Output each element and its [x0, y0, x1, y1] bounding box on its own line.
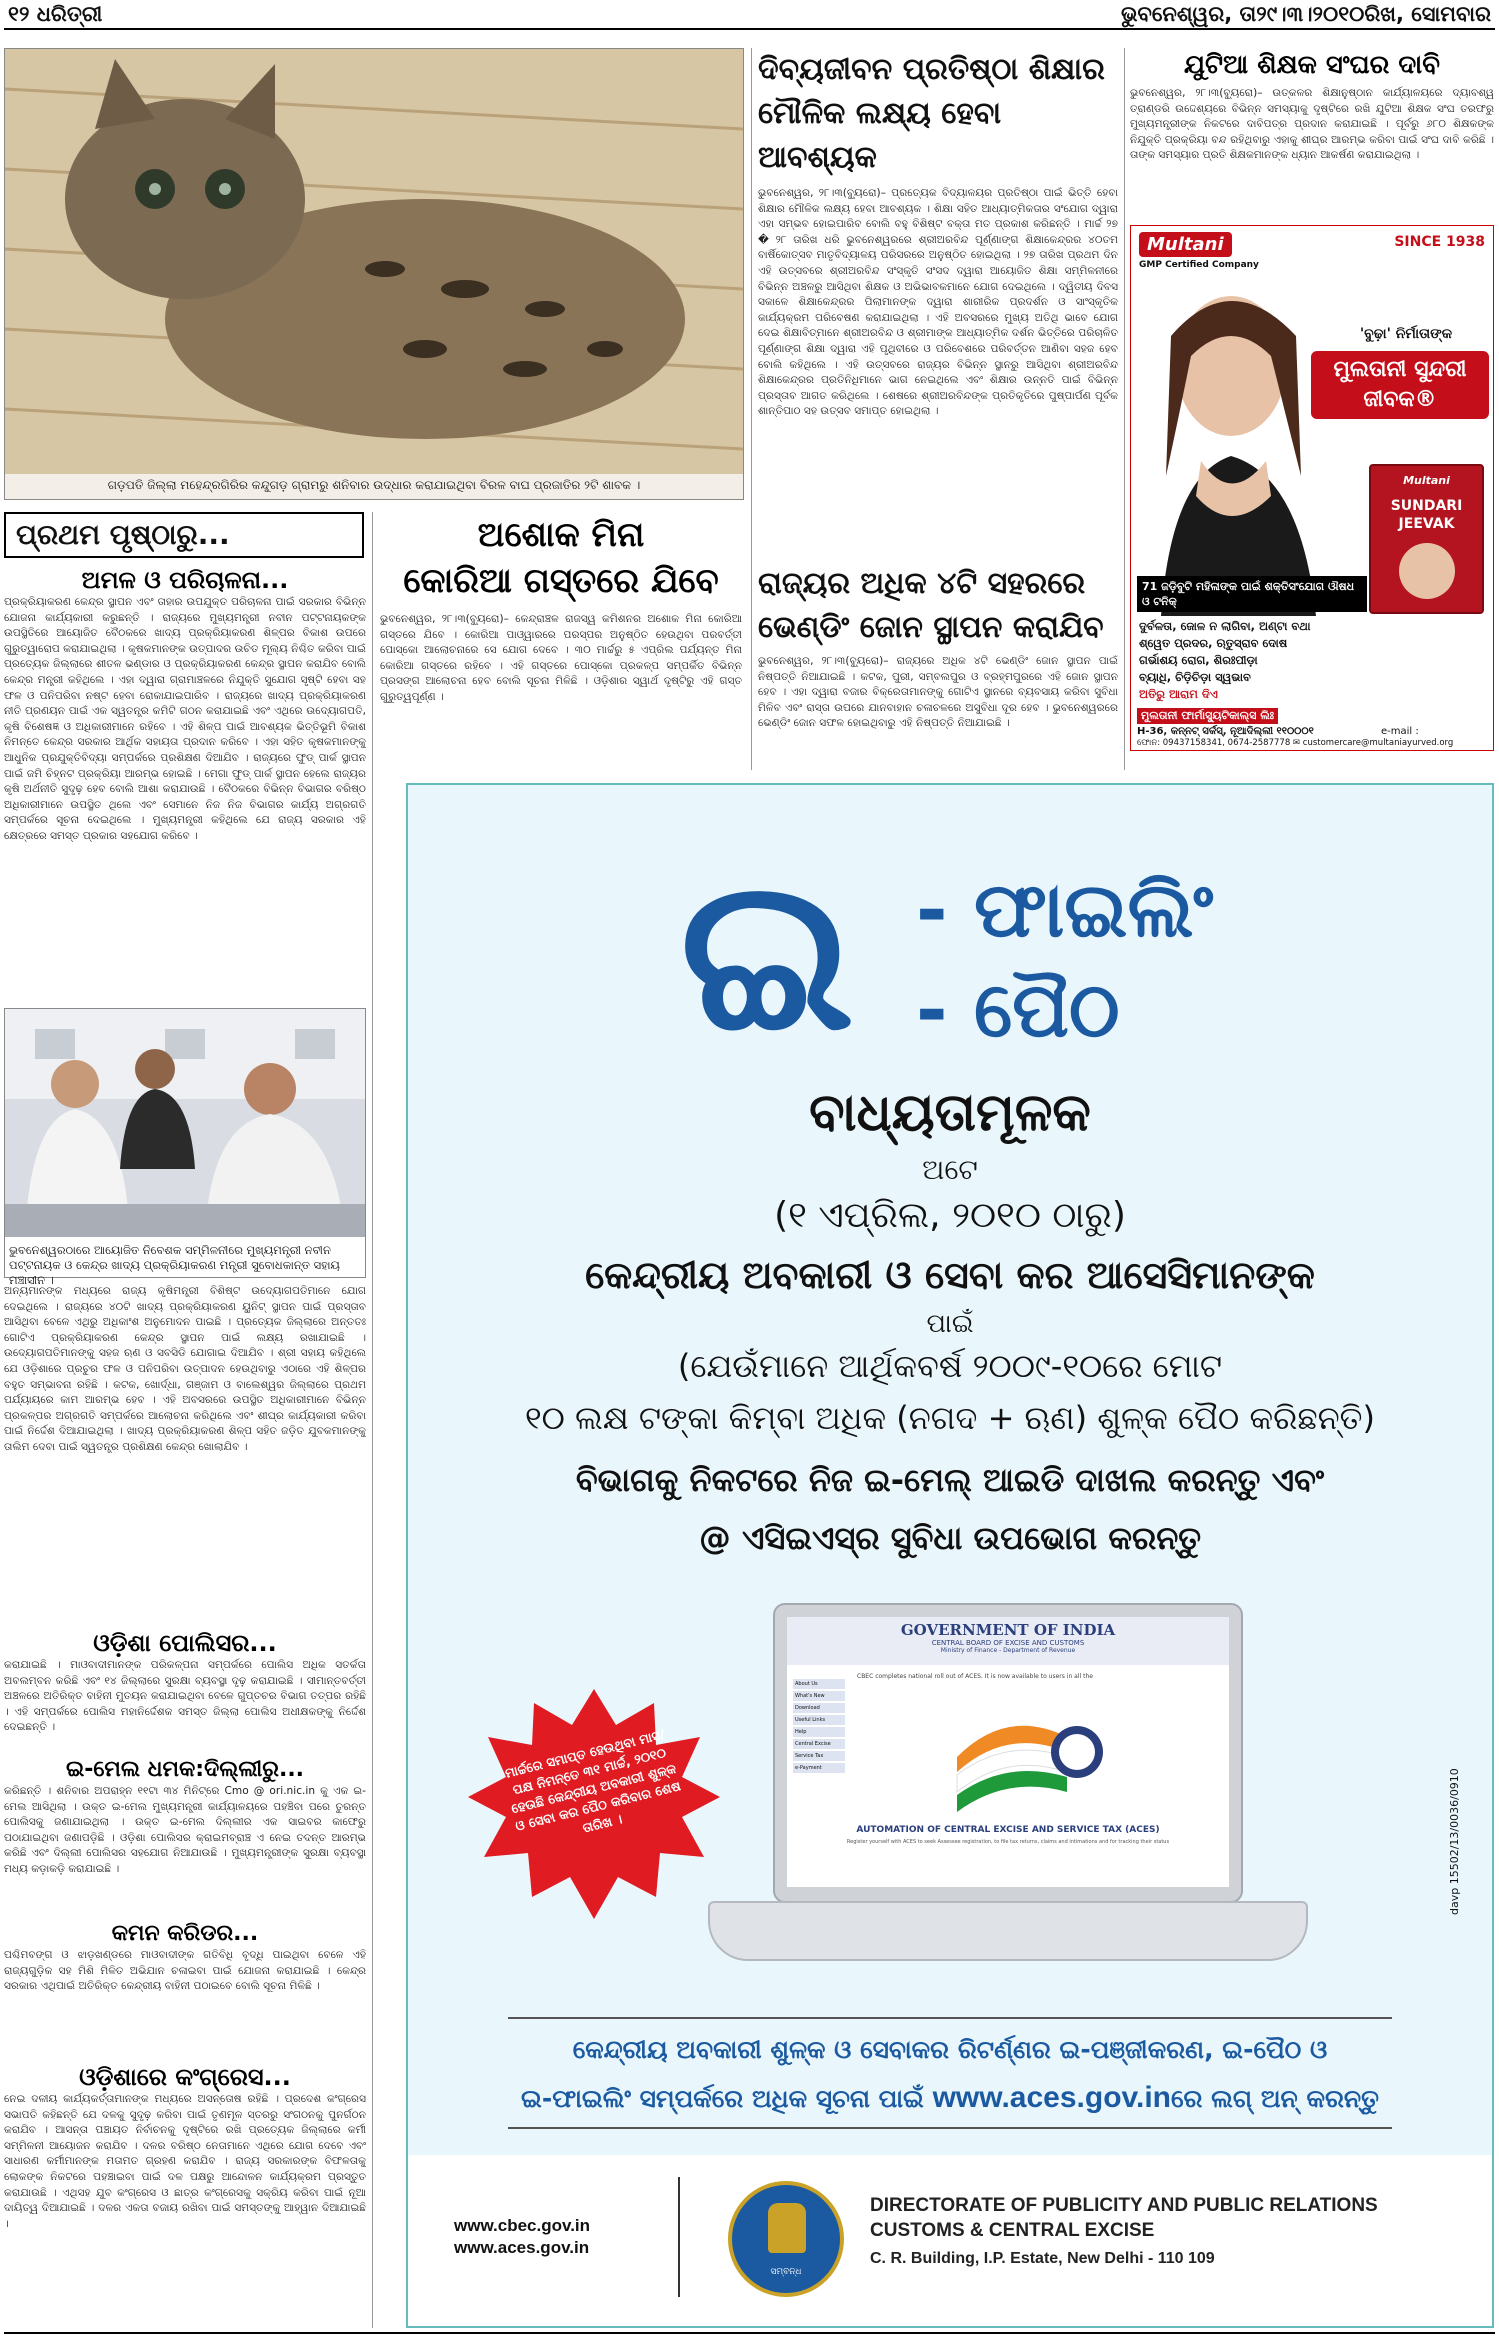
- screen-flag-emblem: [947, 1697, 1127, 1817]
- aces-epayment: - ପୈଠ: [916, 965, 1120, 1054]
- laptop-screen: [787, 1617, 1229, 1887]
- directorate-block: [870, 2193, 1378, 2275]
- meeting-photo-caption: ଭୁବନେଶ୍ୱରଠାରେ ଆୟୋଜିତ ନିବେଶକ ସମ୍ମିଳନୀରେ ମୁଖ୍ୟମନ୍ତ୍ରୀ ନବୀନ ପଟ୍ଟନାୟକ ଓ କେନ୍ଦ୍ର ଖାଦ୍ୟ ପ୍ରକ୍ରିୟାକରଣ ମନ୍ତ୍ରୀ ସୁବୋଧକାନ୍ତ ସହାୟ ମଞ୍ଚାସୀନ ।: [9, 1243, 340, 1287]
- article-ashok-title-2: କୋରିଆ ଗସ୍ତରେ ଯିବେ: [403, 561, 719, 601]
- multani-benefits: [1139, 618, 1310, 703]
- screen-menu-item[interactable]: Service Tax: [793, 1751, 845, 1761]
- emblem-lion-shape: [768, 2203, 806, 2253]
- multani-product-name: [1311, 351, 1489, 419]
- aces-cta-1: ବିଭାଗକୁ ନିକଟରେ ନିଜ ଇ-ମେଲ୍ ଆଇଡି ଦାଖଲ କରନ୍ତୁ ଏବଂ: [575, 1461, 1325, 1499]
- article-vending-title-1: ରାଜ୍ୟର ଅଧିକ ୪ଟି ସହରରେ: [758, 566, 1086, 601]
- aces-url[interactable]: www.aces.gov.in: [932, 2081, 1171, 2114]
- directorate-line-1: DIRECTORATE OF PUBLICITY AND PUBLIC RELATIONS: [870, 2195, 1378, 2216]
- column-divider: [751, 48, 752, 770]
- aces-cta-2: @ ଏସିଇଏସ୍‌ର ସୁବିଧା ଉପଭୋଗ କରନ୍ତୁ: [698, 1519, 1202, 1557]
- aces-info-rule: [508, 2017, 1392, 2019]
- section-email-threat: [4, 1756, 366, 1940]
- aces-ate: ଅଟେ: [922, 1153, 978, 1186]
- section-email-body: କରିଛନ୍ତି । ଶନିବାର ଅପରାହ୍ନ ୧୧ଟା ୩୪ ମିନିଟ୍‌ରେ Cmo @ ori.nic.in କୁ ଏକ ଇ-ମେଲ ଆସିଥିଲା । ଉକ୍ତ ଇ-ମେଲ ମୁଖ୍ୟମନ୍ତ୍ରୀ କାର୍ଯ୍ୟାଳୟରେ ପହଞ୍ଚିବା ପରେ ତୁରନ୍ତ ପୋଲିସକୁ ଜଣାଯାଇଥିଲା । ଉକ୍ତ ଇ-ମେଲ ଦିଲ୍ଲୀର ଏକ ସାଇବର କାଫେରୁ ପଠାଯାଇଥିବା ଜଣାପଡ଼ିଛି । ଓଡ଼ିଶା ପୋଲିସର କ୍ରାଇମବ୍ରାଞ୍ଚ ଏ ନେଇ ତଦନ୍ତ ଆରମ୍ଭ କରିଛି ଏବଂ ଦିଲ୍ଲୀ ପୋଲିସର ସହଯୋଗ ନିଆଯାଉଛି । ମୁଖ୍ୟମନ୍ତ୍ରୀଙ୍କ ସୁରକ୍ଷା ବ୍ୟବସ୍ଥା ମଧ୍ୟ କଡ଼ାକଡ଼ି କରାଯାଇଛି ।: [4, 1785, 366, 1875]
- section-corridor-title: କମନ କରିଡର...: [111, 1921, 259, 1946]
- article-education-body: ଭୁବନେଶ୍ୱର, ୨୮।୩(ବ୍ୟୁରୋ)– ପ୍ରତ୍ୟେକ ବିଦ୍ୟାଳୟର ପ୍ରତିଷ୍ଠା ପାଇଁ ଭିତ୍ତି ହେବା ଶିକ୍ଷାର ମୌଳିକ ଲକ୍ଷ୍ୟ ହେବା ଆବଶ୍ୟକ । ଶିକ୍ଷା ସହିତ ଆଧ୍ୟାତ୍ମିକତାର ସଂଯୋଗ ଦ୍ୱାରା ଏହା ସମ୍ଭବ ହୋଇପାରିବ ବୋଲି ବହୁ ବିଶିଷ୍ଟ ବକ୍ତା ମତ ପ୍ରକାଶ କରିଛନ୍ତି । ମାର୍ଚ୍ଚ ୨୭ � ୨୮ ତାରିଖ ଧରି ଭୁବନେଶ୍ୱରରେ ଶ୍ରୀଅରବିନ୍ଦ ପୂର୍ଣ୍ଣାଙ୍ଗ ଶିକ୍ଷାକେନ୍ଦ୍ରର ୪୦ତମ ବାର୍ଷିକୋତ୍ସବ ମାତୃବିଦ୍ୟାଳୟ ପରିସରରେ ଅନୁଷ୍ଠିତ ହୋଇଥିଲା । ୨୭ ତାରିଖ ପ୍ରଥମ ଦିନ ଏହି ଉତ୍ସବରେ ଶ୍ରୀଅରବିନ୍ଦ ସଂସ୍କୃତି ସଂସଦ ଦ୍ୱାରା ଆୟୋଜିତ ଶିକ୍ଷା ସମ୍ମିଳନୀରେ ବିଭିନ୍ନ ଅଞ୍ଚଳରୁ ଆସିଥିବା ଶିକ୍ଷକ ଓ ଅଭିଭାବକମାନେ ଯୋଗ ଦେଇଥିଲେ । ଦ୍ୱିତୀୟ ଦିବସ ସକାଳେ ଶିକ୍ଷାକେନ୍ଦ୍ରର ପିଲାମାନଙ୍କ ଦ୍ୱାରା ଶାରୀରିକ ପ୍ରଦର୍ଶନ ଓ ସାଂସ୍କୃତିକ କାର୍ଯ୍ୟକ୍ରମ ପରିବେଷଣ କରାଯାଇଥିଲା । ଏହି ଅବସରରେ ମୁଖ୍ୟ ଅତିଥି ଭାବେ ଯୋଗ ଦେଇ ଶିକ୍ଷାବିତ୍ମାନେ ଶ୍ରୀଅରବିନ୍ଦ ଓ ଶ୍ରୀମାଙ୍କ ଆଧ୍ୟାତ୍ମିକ ଦର୍ଶନ ଭିତ୍ତିରେ ପରିଚାଳିତ ପୂର୍ଣ୍ଣାଙ୍ଗ ଶିକ୍ଷା ଦ୍ୱାରା ଏହି ପୃଥିବୀରେ ଓ ପରିବେଶରେ ପରିବର୍ତ୍ତନ ଆଣିବା ସହଜ ହେବ ବୋଲି କହିଥିଲେ । ଏହି ଉତ୍ସବରେ ରାଜ୍ୟର ବିଭିନ୍ନ ସ୍ଥାନରୁ ଆସିଥିବା ଶ୍ରୀଅରବିନ୍ଦ ଶିକ୍ଷାକେନ୍ଦ୍ରର ପ୍ରତିନିଧିମାନେ ଭାଗ ନେଇଥିଲେ ଏବଂ ଶିକ୍ଷାର ଉନ୍ନତି ପାଇଁ ବିଭିନ୍ନ ପ୍ରସ୍ତାବ ଆଗତ କରିଥିଲେ । ଶେଷରେ ଶ୍ରୀଅରବିନ୍ଦଙ୍କ ପ୍ରତିକୃତିରେ ପୁଷ୍ପାର୍ପଣ ପୂର୍ବକ ଶାନ୍ତିପାଠ ସହ ଉତ୍ସବ ସମାପ୍ତ ହୋଇଥିଲା ।: [758, 187, 1118, 418]
- aces-footer: [408, 2157, 1492, 2325]
- section-police: [4, 1628, 366, 1752]
- article-vending-title-2: ଭେଣ୍ଡିଂ ଜୋନ ସ୍ଥାପନ କରାଯିବ: [758, 610, 1104, 645]
- article-education-title: ଦିବ୍ୟଜୀବନ ପ୍ରତିଷ୍ଠା ଶିକ୍ଷାର ମୌଳିକ ଲକ୍ଷ୍ୟ ହେବା ଆବଶ୍ୟକ: [758, 52, 1105, 175]
- multani-gmp: GMP Certified Company: [1139, 260, 1259, 270]
- article-vending-zone: [758, 562, 1118, 776]
- screen-header: [787, 1617, 1229, 1665]
- screen-menu: [793, 1677, 845, 1775]
- product-box: [1369, 464, 1484, 614]
- aces-info-1: କେନ୍ଦ୍ରୀୟ ଅବକାରୀ ଶୁଳ୍କ ଓ ସେବାକର ରିଟର୍ଣ୍ଣର ଇ-ପଞ୍ଜୀକରଣ, ଇ-ପୈଠ ଓ: [572, 2035, 1328, 2064]
- aces-info-2a: ଇ-ଫାଇଲିଂ ସମ୍ପର୍କରେ ଅଧିକ ସୂଚନା ପାଇଁ: [521, 2084, 924, 2113]
- section-amala: [4, 565, 366, 997]
- screen-menu-item[interactable]: Central Excise: [793, 1739, 845, 1749]
- aces-info-rule: [508, 2127, 1392, 2129]
- screen-sub2: Ministry of Finance - Department of Revenue: [940, 1647, 1076, 1654]
- section-corridor: [4, 1920, 366, 2058]
- aces-info-2: [408, 2081, 1492, 2115]
- product-box-name: SUNDARI JEEVAK: [1390, 498, 1463, 532]
- screen-menu-item[interactable]: e-Payment: [793, 1763, 845, 1773]
- multani-logo: Multani: [1139, 232, 1232, 257]
- directorate-address: C. R. Building, I.P. Estate, New Delhi - 110 109: [870, 2250, 1215, 2267]
- cat-photo-caption: ଗଡ଼ପତି ଜିଲ୍ଲା ମହେନ୍ଦ୍ରଗିରିର କନ୍ଦୁଗଡ଼ ଗ୍ରାମରୁ ଶନିବାର ଉଦ୍ଧାର କରାଯାଇଥିବା ବିରଳ ବାଘ ପ୍ରଜାତିର ୨ଟି ଶାବକ ।: [107, 478, 641, 492]
- benefit-item: ଗର୍ଭାଶୟ ରୋଗ, ଶିରଃପୀଡ଼ା: [1139, 653, 1258, 667]
- screen-menu-item[interactable]: About Us: [793, 1679, 845, 1689]
- screen-sub1: CENTRAL BOARD OF EXCISE AND CUSTOMS: [931, 1639, 1085, 1647]
- screen-footer: AUTOMATION OF CENTRAL EXCISE AND SERVICE TAX (ACES): [856, 1825, 1160, 1835]
- article-ashok-title-1: ଅଶୋକ ମିନା: [477, 515, 645, 555]
- multani-herbs: 71 ଜଡ଼ିବୁଟି ମହିଳାଙ୍କ ପାଇଁ ଶକ୍ତିସଂଯୋଗ ଔଷଧ ଓ ଟନିକ୍: [1137, 576, 1367, 612]
- section-amala-continued: ଅନ୍ୟମାନଙ୍କ ମଧ୍ୟରେ ରାଜ୍ୟ କୃଷିମନ୍ତ୍ରୀ ବିଶିଷ୍ଟ ଉଦ୍ୟୋଗପତିମାନେ ଯୋଗ ଦେଇଥିଲେ । ରାଜ୍ୟରେ ୪୦ଟି ଖାଦ୍ୟ ପ୍ରକ୍ରିୟାକରଣ ୟୁନିଟ୍ ସ୍ଥାପନ ପାଇଁ ପ୍ରସ୍ତାବ ଆସିଥିବା ବେଳେ ଏଥିରୁ ଅଧିକାଂଶ ଅନୁମୋଦନ ପାଇଛି । ପ୍ରତ୍ୟେକ ଜିଲ୍ଲାରେ ଅନ୍ତତଃ ଗୋଟିଏ ପ୍ରକ୍ରିୟାକରଣ କେନ୍ଦ୍ର ସ୍ଥାପନ ପାଇଁ ଲକ୍ଷ୍ୟ ରଖାଯାଇଛି । ଉଦ୍ୟୋଗପତିମାନଙ୍କୁ ସହଜ ଋଣ ଓ ସବସିଡି ଯୋଗାଇ ଦିଆଯିବ । ଶ୍ରୀ ସହାୟ କହିଥିଲେ ଯେ ଓଡ଼ିଶାରେ ପ୍ରଚୁର ଫଳ ଓ ପନିପରିବା ଉତ୍ପାଦନ ହେଉଥିବାରୁ ଏଠାରେ ଏହି ଶିଳ୍ପର ବହୁତ ସମ୍ଭାବନା ରହିଛି । କଟକ, ଖୋର୍ଦ୍ଧା, ଗଞ୍ଜାମ ଓ ବାଲେଶ୍ୱର ଜିଲ୍ଲାରେ ପ୍ରଥମ ପର୍ଯ୍ୟାୟରେ କାମ ଆରମ୍ଭ ହେବ । ଏହି ଅବସରରେ ଉପସ୍ଥିତ ଅଧିକାରୀମାନେ ବିଭିନ୍ନ ପ୍ରକଳ୍ପର ଅଗ୍ରଗତି ସମ୍ପର୍କରେ ଆଲୋଚନା କରିଥିଲେ ଏବଂ ଶୀଘ୍ର କାର୍ଯ୍ୟକାରୀ କରିବା ପାଇଁ ନିର୍ଦ୍ଦେଶ ଦିଆଯାଇଥିଲା । ଖାଦ୍ୟ ପ୍ରକ୍ରିୟାକରଣ ଶିଳ୍ପ ସହିତ ଜଡ଼ିତ ଯୁବକମାନଙ୍କୁ ତାଲିମ ଦେବା ପାଇଁ ସ୍ୱତନ୍ତ୍ର ପ୍ରଶିକ୍ଷଣ କେନ୍ଦ୍ର ଖୋଲାଯିବ ।: [4, 1285, 366, 1453]
- page-number-paper: ୧୨ ଧରିତ୍ରୀ: [8, 1, 103, 26]
- article-vending-body: ଭୁବନେଶ୍ୱର, ୨୮।୩(ବ୍ୟୁରୋ)– ରାଜ୍ୟରେ ଅଧିକ ୪ଟି ଭେଣ୍ଡିଂ ଜୋନ ସ୍ଥାପନ ପାଇଁ ନିଷ୍ପତ୍ତି ନିଆଯାଇଛି । କଟକ, ପୁରୀ, ସମ୍ବଲପୁର ଓ ବ୍ରହ୍ମପୁରରେ ଏହି ଜୋନ ସ୍ଥାପନ ହେବ । ଏହା ଦ୍ୱାରା ବଜାର ବିକ୍ରେତାମାନଙ୍କୁ ଗୋଟିଏ ସ୍ଥାନରେ ବ୍ୟବସାୟ କରିବା ସୁବିଧା ମିଳିବ ଏବଂ ରାସ୍ତା ଉପରେ ଯାନବାହାନ ଚଳାଚଳରେ ଅସୁବିଧା ଦୂର ହେବ । ଭୁବନେଶ୍ୱରରେ ଭେଣ୍ଡିଂ ଜୋନ ସଫଳ ହୋଇଥିବାରୁ ଏହି ନିଷ୍ପତ୍ତି ନିଆଯାଇଛି ।: [758, 655, 1118, 730]
- aces-date: (୧ ଏପ୍ରିଲ, ୨୦୧୦ ଠାରୁ): [774, 1195, 1126, 1236]
- front-page-continuation-label: ପ୍ରଥମ ପୃଷ୍ଠାରୁ...: [4, 512, 364, 558]
- cat-photo-box: [4, 48, 744, 500]
- aces-info-2c: ରେ ଲଗ୍ ଅନ୍ କରନ୍ତୁ: [1170, 2084, 1379, 2113]
- page-header: [4, 0, 1495, 30]
- meeting-photo: [5, 1009, 365, 1237]
- cbec-website[interactable]: www.cbec.gov.in: [454, 2216, 591, 2235]
- section-amala-body: ପ୍ରକ୍ରିୟାକରଣ କେନ୍ଦ୍ର ସ୍ଥାପନ ଏବଂ ତାହାର ଉପଯୁକ୍ତ ପରିଚାଳନା ପାଇଁ ସରକାର ବିଭିନ୍ନ ଯୋଜନା କାର୍ଯ୍ୟକାରୀ କରୁଛନ୍ତି । ରାଜ୍ୟରେ ମୁଖ୍ୟମନ୍ତ୍ରୀ ନବୀନ ପଟ୍ଟନାୟକଙ୍କ ଉପସ୍ଥିତିରେ ଆୟୋଜିତ ବୈଠକରେ ଖାଦ୍ୟ ପ୍ରକ୍ରିୟାକରଣ ଶିଳ୍ପର ବିକାଶ ଉପରେ ଗୁରୁତ୍ୱାରୋପ କରାଯାଇଥିଲା । କୃଷକମାନଙ୍କ ଉତ୍ପାଦର ଉଚିତ ମୂଲ୍ୟ ନିଶ୍ଚିତ କରିବା ପାଇଁ ପ୍ରତ୍ୟେକ ଜିଲ୍ଲାରେ ଶୀତଳ ଭଣ୍ଡାର ଓ ପ୍ରକ୍ରିୟାକରଣ କେନ୍ଦ୍ର ସ୍ଥାପନ କରାଯିବ ବୋଲି କେନ୍ଦ୍ର ମନ୍ତ୍ରୀ କହିଥିଲେ । ଏହା ଦ୍ୱାରା ଗ୍ରାମାଞ୍ଚଳରେ ନିଯୁକ୍ତି ସୁଯୋଗ ସୃଷ୍ଟି ହେବା ସହ ଫଳ ଓ ପନିପରିବା ନଷ୍ଟ ହେବା ରୋକାଯାଇପାରିବ । ରାଜ୍ୟରେ ଖାଦ୍ୟ ପ୍ରକ୍ରିୟାକରଣ ନୀତି ପ୍ରଣୟନ ପାଇଁ ଏକ ସ୍ୱତନ୍ତ୍ର କମିଟି ଗଠନ କରାଯାଇଛି ଏବଂ ଏଥିରେ ଉଦ୍ୟୋଗପତି, କୃଷି ବିଶେଷଜ୍ଞ ଓ ଅଧିକାରୀମାନେ ରହିବେ । ଏହି ଶିଳ୍ପ ପାଇଁ ଆବଶ୍ୟକ ଭିତ୍ତିଭୂମି ବିକାଶ ନିମନ୍ତେ କେନ୍ଦ୍ର ସରକାର ଆର୍ଥିକ ସହାୟତା ପ୍ରଦାନ କରିବେ । ଏହା ସହିତ କୃଷକମାନଙ୍କୁ ଆଧୁନିକ ପ୍ରଯୁକ୍ତିବିଦ୍ୟା ସମ୍ପର୍କରେ ପ୍ରଶିକ୍ଷଣ ଦିଆଯିବ । ରାଜ୍ୟରେ ଫୁଡ୍ ପାର୍କ ସ୍ଥାପନ ପାଇଁ ଜମି ଚିହ୍ନଟ ପ୍ରକ୍ରିୟା ଆରମ୍ଭ ହୋଇଛି । ମେଗା ଫୁଡ୍ ପାର୍କ ସ୍ଥାପନ ହେଲେ ରାଜ୍ୟର କୃଷି ଅର୍ଥନୀତି ସୁଦୃଢ଼ ହେବ ବୋଲି ଆଶା କରାଯାଉଛି । ବୈଠକରେ ବିଭିନ୍ନ ବିଭାଗର ବରିଷ୍ଠ ଅଧିକାରୀମାନେ ଉପସ୍ଥିତ ଥିଲେ ଏବଂ ସେମାନେ ନିଜ ନିଜ ବିଭାଗର କାର୍ଯ୍ୟ ଅଗ୍ରଗତି ସମ୍ପର୍କରେ ସୂଚନା ଦେଇଥିଲେ । ମୁଖ୍ୟମନ୍ତ୍ରୀ କହିଥିଲେ ଯେ ରାଜ୍ୟ ସରକାର ଏହି କ୍ଷେତ୍ରରେ ସମସ୍ତ ପ୍ରକାର ସହଯୋଗ କରିବେ ।: [4, 596, 366, 842]
- product-box-brand: Multani: [1403, 474, 1450, 487]
- multani-ad: [1130, 225, 1494, 751]
- section-congress-body: ନେଇ ଦଳୀୟ କାର୍ଯ୍ୟକର୍ତ୍ତାମାନଙ୍କ ମଧ୍ୟରେ ଅସନ୍ତୋଷ ରହିଛି । ପ୍ରଦେଶ କଂଗ୍ରେସ ସଭାପତି କହିଛନ୍ତି ଯେ ଦଳକୁ ସୁଦୃଢ଼ କରିବା ପାଇଁ ତୃଣମୂଳ ସ୍ତରରୁ ସଂଗଠନକୁ ପୁନର୍ଗଠନ କରାଯିବ । ଆସନ୍ତା ପଞ୍ଚାୟତ ନିର୍ବାଚନକୁ ଦୃଷ୍ଟିରେ ରଖି ପ୍ରତ୍ୟେକ ଜିଲ୍ଲାରେ କର୍ମୀ ସମ୍ମିଳନୀ ଆୟୋଜନ କରାଯିବ । ଦଳର ବରିଷ୍ଠ ନେତାମାନେ ଏଥିରେ ଯୋଗ ଦେବେ ଏବଂ ସାଧାରଣ କର୍ମୀମାନଙ୍କ ମତାମତ ଗ୍ରହଣ କରାଯିବ । ରାଜ୍ୟ ସରକାରଙ୍କ ବିଫଳତାକୁ ଲୋକଙ୍କ ନିକଟରେ ପହଞ୍ଚାଇବା ପାଇଁ ଦଳ ପକ୍ଷରୁ ଆନ୍ଦୋଳନ କାର୍ଯ୍ୟକ୍ରମ ପ୍ରସ୍ତୁତ କରାଯାଉଛି । ଏଥିସହ ଯୁବ କଂଗ୍ରେସ ଓ ଛାତ୍ର କଂଗ୍ରେସକୁ ସକ୍ରିୟ କରିବା ପାଇଁ ନୂଆ ଦାୟିତ୍ୱ ଦିଆଯାଇଛି । ଦଳର ଏକତା ବଜାୟ ରଖିବା ପାଇଁ ସମସ୍ତଙ୍କୁ ଆହ୍ୱାନ ଦିଆଯାଇଛି ।: [4, 2093, 366, 2230]
- aces-websites: [454, 2215, 590, 2259]
- multani-product-text: ମୁଲତାନୀ ସୁନ୍ଦରୀ ଜୀବକ: [1333, 357, 1467, 412]
- model-photo: [1131, 276, 1341, 616]
- davp-code: davp 15502/13/0036/0910: [1448, 1768, 1461, 1915]
- article-ashok-mina: [380, 512, 742, 764]
- laptop-base: [708, 1901, 1308, 1961]
- dateline: ଭୁବନେଶ୍ୱର, ତା୨୯।୩।୨୦୧୦ରିଖ, ସୋମବାର: [1121, 1, 1491, 26]
- screen-menu-item[interactable]: What's New: [793, 1691, 845, 1701]
- aces-assessees: କେନ୍ଦ୍ରୀୟ ଅବକାରୀ ଓ ସେବା କର ଆସେସିମାନଙ୍କ: [585, 1253, 1315, 1297]
- emblem-text: ସମ୍ବନ୍ଧ: [770, 2267, 802, 2277]
- cbec-emblem: [728, 2181, 844, 2297]
- aces-ad: [406, 783, 1494, 2328]
- screen-menu-item[interactable]: Download: [793, 1703, 845, 1713]
- page-bottom-rule: [4, 2332, 1495, 2334]
- section-amala-title: ଅମଳ ଓ ପରିଚାଳନା...: [81, 566, 289, 594]
- screen-menu-item[interactable]: Help: [793, 1727, 845, 1737]
- screen-footer-sub: Register yourself with ACES to seek Assessee registration, to file tax returns, claims and intimations and for tracking their status: [846, 1839, 1170, 1845]
- benefit-item: ଦୁର୍ବଳତା, ଜୋଳ ନ ଲାଗିବା, ଅଣ୍ଟା ବଥା: [1139, 619, 1311, 633]
- section-congress-title: ଓଡ଼ିଶାରେ କଂଗ୍ରେସ...: [79, 2063, 291, 2091]
- section-police-title: ଓଡ଼ିଶା ପୋଲିସର...: [93, 1629, 277, 1657]
- aces-mandatory: ବାଧ୍ୟତାମୂଳକ: [809, 1083, 1091, 1143]
- multani-company: ମୁଲତାନୀ ଫାର୍ମାସ୍ୟୁଟିକାଲ୍ସ ଲିଃ: [1137, 708, 1278, 724]
- article-teacher-body: ଭୁବନେଶ୍ୱର, ୨୮।୩(ବ୍ୟୁରୋ)– ଉତ୍କଳର ଶିକ୍ଷାନୁଷ୍ଠାନ କାର୍ଯ୍ୟାଳୟରେ ଦ୍ୟାବଶ୍ୱ ତ୍ରାଣ୍ଡରି ଉଦ୍ଦେଶ୍ୟରେ ବିଭିନ୍ନ ସମସ୍ୟାକୁ ଦୃଷ୍ଟିରେ ରଖି ଯୁଟିଆ ଶିକ୍ଷକ ସଂଘ ତରଫରୁ ମୁଖ୍ୟମନ୍ତ୍ରୀଙ୍କ ନିକଟରେ ଦାବିପତ୍ର ପ୍ରଦାନ କରାଯାଇଛି । ପୂର୍ବରୁ ୬୮୦ ଶିକ୍ଷକଙ୍କ ନିଯୁକ୍ତି ପ୍ରକ୍ରିୟା ବନ୍ଦ ରହିଥିବାରୁ ଏହାକୁ ଶୀଘ୍ର ଆରମ୍ଭ କରିବା ପାଇଁ ସଂଘ ଦାବି କରିଛି । ତାଙ୍କ ସମସ୍ୟାର ପ୍ରତି ଶିକ୍ଷକମାନଙ୍କ ଧ୍ୟାନ ଆକର୍ଷଣ କରାଯାଇଥିଲା ।: [1130, 87, 1494, 162]
- multani-address: H-36, କନ୍ନଟ୍ ସର୍କସ୍, ନୂଆଦିଲ୍ଲୀ ୧୧୦୦୦୧: [1137, 726, 1314, 737]
- aces-website[interactable]: www.aces.gov.in: [454, 2238, 590, 2257]
- section-corridor-body: ପଶ୍ଚିମବଙ୍ଗ ଓ ଝାଡ଼ଖଣ୍ଡରେ ମାଓବାଦୀଙ୍କ ଗତିବିଧି ବୃଦ୍ଧି ପାଇଥିବା ବେଳେ ଏହି ରାଜ୍ୟଗୁଡ଼ିକ ସହ ମିଶି ମିଳିତ ଅଭିଯାନ ଚଳାଇବା ପାଇଁ ଯୋଜନା କରାଯାଇଛି । କେନ୍ଦ୍ର ସରକାର ଏଥିପାଇଁ ଅତିରିକ୍ତ କେନ୍ଦ୍ରୀୟ ବାହିନୀ ପଠାଇବେ ବୋଲି ସୂଚନା ମିଳିଛି ।: [4, 1949, 366, 1993]
- multani-email-label: e-mail :: [1381, 726, 1419, 737]
- article-teacher-title: ଯୁଟିଆ ଶିକ୍ଷକ ସଂଘର ଦାବି: [1184, 50, 1440, 80]
- article-ashok-body: ଭୁବନେଶ୍ୱର, ୨୮।୩(ବ୍ୟୁରୋ)– କେନ୍ଦ୍ରାଞ୍ଚଳ ରାଜସ୍ୱ କମିଶନର ଅଶୋକ ମିନା କୋରିଆ ଗସ୍ତରେ ଯିବେ । କୋରିଆ ପାଓ୍ୱାରରେ ପରସ୍ପର ଅନୁଷ୍ଠିତ ହେଉଥିବା ପରବର୍ତ୍ତୀ ପୋସ୍କୋ ଆଲୋଚନାରେ ସେ ଯୋଗ ଦେବେ । ୩୦ ମାର୍ଚ୍ଚରୁ ୫ ଏପ୍ରିଲ ପର୍ଯ୍ୟନ୍ତ ମିନା କୋରିଆ ଗସ୍ତରେ ରହିବେ । ଏହି ଗସ୍ତରେ ପୋସ୍କୋ ପ୍ରକଳ୍ପ ସମ୍ପର୍କିତ ବିଭିନ୍ନ ପ୍ରସଙ୍ଗ ଆଲୋଚନା ହେବ ବୋଲି ସୂଚନା ମିଳିଛି । ଓଡ଼ିଶାର ସ୍ୱାର୍ଥ ଦୃଷ୍ଟିରୁ ଏହି ଗସ୍ତ ଗୁରୁତ୍ୱପୂର୍ଣ୍ଣ ।: [380, 613, 742, 703]
- screen-title: GOVERNMENT OF INDIA: [900, 1621, 1116, 1639]
- section-congress: [4, 2062, 366, 2326]
- deadline-burst-text: ମାର୍ଚ୍ଚରେ ସମାପ୍ତ ହେଉଥିବା ମାସ/ପକ୍ଷ ନିମନ୍ତେ ୩୧ ମାର୍ଚ୍ଚ, ୨୦୧୦ ହେଉଛି କେନ୍ଦ୍ରୀୟ ଅବକାରୀ ଶୁଳ୍କ ଓ ସେବା କର ପୈଠ କରିବାର ଶେଷ ତାରିଖ ।: [503, 1727, 683, 1837]
- product-box-face: [1399, 543, 1455, 599]
- footer-divider: [678, 2177, 680, 2297]
- multani-reg-mark: ®: [1414, 387, 1437, 412]
- multani-email: customercare@multaniayurved.org: [1302, 738, 1454, 748]
- screen-menu-item[interactable]: Useful Links: [793, 1715, 845, 1725]
- cat-photo: [5, 49, 743, 474]
- aces-condition-2: ୧୦ ଲକ୍ଷ ଟଙ୍କା କିମ୍ବା ଅଧିକ (ନଗଦ + ଋଣ) ଶୁଳ୍କ ପୈଠ କରିଛନ୍ତି): [525, 1399, 1375, 1437]
- benefit-item: ବ୍ୟାଧି, ଚିଡ଼ିଚିଡ଼ା ସ୍ୱଭାବ: [1139, 670, 1251, 684]
- directorate-line-2: CUSTOMS & CENTRAL EXCISE: [870, 2220, 1155, 2241]
- screen-notice: CBEC completes national roll out of ACES. It is now available to users in all the: [857, 1673, 1093, 1680]
- aces-for: ପାଇଁ: [926, 1309, 974, 1339]
- benefit-item: ଅତିରୁ ଆରାମ ଦିଏ: [1139, 687, 1218, 701]
- meeting-photo-box: [4, 1008, 366, 1287]
- section-police-body: କରାଯାଇଛି । ମାଓବାଦୀମାନଙ୍କ ପରିକଳ୍ପନା ସମ୍ପର୍କରେ ପୋଲିସ ଅଧିକ ସତର୍କତା ଅବଲମ୍ବନ କରିଛି ଏବଂ ୧୪ ଜିଲ୍ଲାରେ ସୁରକ୍ଷା ବ୍ୟବସ୍ଥା ଦୃଢ଼ କରାଯାଇଛି । ସୀମାନ୍ତବର୍ତ୍ତୀ ଅଞ୍ଚଳରେ ଅତିରିକ୍ତ ବାହିନୀ ମୁତୟନ କରାଯାଇଥିବା ବେଳେ ଗୁପ୍ତଚର ବିଭାଗ ତତ୍ପର ରହିଛି । ଏହି ସମ୍ପର୍କରେ ପୋଲିସ ମହାନିର୍ଦ୍ଦେଶକ ସମସ୍ତ ଜିଲ୍ଲା ପୋଲିସ ଅଧୀକ୍ଷକଙ୍କୁ ନିର୍ଦ୍ଦେଶ ଦେଇଛନ୍ତି ।: [4, 1659, 366, 1734]
- multani-contacts: ଫୋନ: 09437158341, 0674-2587778 ✉ customercare@multaniayurved.org: [1137, 738, 1454, 748]
- aces-condition-1: (ଯେଉଁମାନେ ଆର୍ଥିକବର୍ଷ ୨୦୦୯-୧୦ରେ ମୋଟ: [677, 1347, 1223, 1385]
- article-teacher-union: [1130, 48, 1494, 218]
- column-divider: [1124, 48, 1125, 770]
- section-email-title: ଇ-ମେଲ ଧମକ:ଦିଲ୍ଲୀରୁ...: [65, 1757, 305, 1782]
- laptop-screen-frame: [773, 1603, 1243, 1903]
- multani-since: SINCE 1938: [1394, 234, 1485, 250]
- aces-efiling: - ଫାଇଲିଂ: [916, 865, 1214, 954]
- benefit-item: ଶ୍ୱେତ ପ୍ରଦର, ଋତୁସ୍ରାବ ଦୋଷ: [1139, 636, 1288, 650]
- multani-tag: 'ବୁଢ଼ା' ନିର୍ମାତାଙ୍କ: [1359, 326, 1453, 342]
- multani-phone: ଫୋନ: 09437158341, 0674-2587778: [1137, 738, 1291, 748]
- column-divider: [372, 512, 373, 2328]
- aces-e-logo: ଇ: [680, 832, 855, 1077]
